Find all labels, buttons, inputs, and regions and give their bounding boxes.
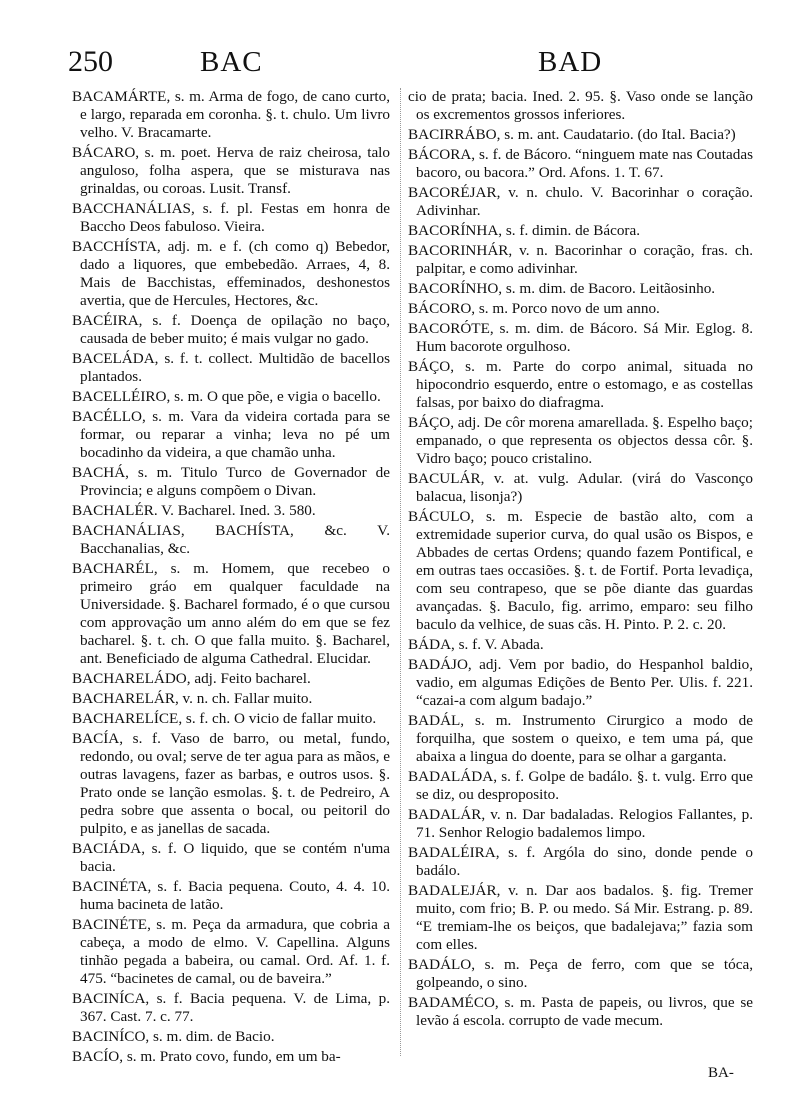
dictionary-entry: cio de prata; bacia. Ined. 2. 95. §. Vaso onde se lanção os excrementos grossos inferiores. — [408, 88, 753, 123]
left-column — [72, 88, 390, 1065]
dictionary-entry: BÁCORA, s. f. de Bácoro. “ninguem mate nas Coutadas bacoro, ou bacora.” Ord. Afons. 1. T. 67. — [408, 146, 753, 181]
dictionary-entry: BADALÁDA, s. f. Golpe de badálo. §. t. vulg. Erro que se diz, ou desproposito. — [408, 768, 753, 803]
dictionary-entry: BADALÁR, v. n. Dar badaladas. Relogios Fallantes, p. 71. Senhor Relogio badalemos limpo. — [408, 806, 753, 841]
running-head-right: BAD — [538, 46, 603, 78]
dictionary-entry: BACULÁR, v. at. vulg. Adular. (virá do Vasconço balacua, lisonja?) — [408, 470, 753, 505]
dictionary-entry: BACHALÉR. V. Bacharel. Ined. 3. 580. — [72, 502, 316, 519]
dictionary-entry: BACINÉTA, s. f. Bacia pequena. Couto, 4. 4. 10. huma bacineta de latão. — [72, 878, 390, 913]
dictionary-entry: BADÁLO, s. m. Peça de ferro, com que se tóca, golpeando, o sino. — [408, 956, 753, 991]
dictionary-entry: BACINÍCA, s. f. Bacia pequena. V. de Lima, p. 367. Cast. 7. c. 77. — [72, 990, 390, 1025]
dictionary-entry: BÁÇO, adj. De côr morena amarellada. §. Espelho baço; empanado, o que representa os objectos dessa côr. §. Vidro baço; pouco cristalino. — [408, 414, 753, 467]
dictionary-entry: BACIÁDA, s. f. O liquido, que se contém n'uma bacia. — [72, 840, 390, 875]
dictionary-entry: BACÉIRA, s. f. Doença de opilação no baço, causada de beber muito; é mais vulgar no gado. — [72, 312, 390, 347]
page-number: 250 — [68, 45, 113, 78]
dictionary-entry: BACÉLLO, s. m. Vara da videira cortada para se formar, ou reparar a vinha; leva no pé um bocadinho da videira, a que chamão unha. — [72, 408, 390, 461]
right-column — [408, 88, 753, 1056]
dictionary-entry: BACHARELÁR, v. n. ch. Fallar muito. — [72, 690, 313, 707]
dictionary-entry: BÁCORO, s. m. Porco novo de um anno. — [408, 300, 660, 317]
dictionary-entry: BACHANÁLIAS, BACHÍSTA, &c. V. Bacchanalias, &c. — [72, 522, 390, 557]
dictionary-entry: BACORÉJAR, v. n. chulo. V. Bacorinhar o coração. Adivinhar. — [408, 184, 753, 219]
dictionary-entry: BACELÁDA, s. f. t. collect. Multidão de bacellos plantados. — [72, 350, 390, 385]
catchword: BA- — [708, 1065, 734, 1081]
dictionary-entry: BÁCULO, s. m. Especie de bastão alto, com a extremidade superior curva, do qual usão os Bispos, e Abbades de certas Ordens; quando fazem Pontifical, e em outras taes occasiões. §. t. de Fortif. Porta levadiça, com seu contrapeso, que se põe diante das guardas avançadas. §. Baculo, fig. arrimo, emparo: seu filho baculo da velhice, de suas cãs. H. Pinto. P. 2. c. 20. — [408, 508, 753, 633]
dictionary-entry: BACELLÉIRO, s. m. O que põe, e vigia o bacello. — [72, 388, 381, 405]
dictionary-entry: BACAMÁRTE, s. m. Arma de fogo, de cano curto, e largo, reparada em coronha. §. t. chulo. Um livro velho. V. Bracamarte. — [72, 88, 390, 141]
dictionary-entry: BACINÉTE, s. m. Peça da armadura, que cobria a cabeça, a modo de elmo. V. Capellina. Alguns tinhão pegada a babeira, ou camal. Ord. Af. 1. f. 475. “bacinetes de camal, ou de baveira.” — [72, 916, 390, 987]
running-head-left: BAC — [200, 46, 263, 78]
dictionary-entry: BACINÍCO, s. m. dim. de Bacio. — [72, 1028, 275, 1045]
dictionary-entry: BADÁL, s. m. Instrumento Cirurgico a modo de forquilha, que sostem o queixo, e tem uma pá, que abaixa a lingua do doente, para se olhar a garganta. — [408, 712, 753, 765]
dictionary-entry: BACORÓTE, s. m. dim. de Bácoro. Sá Mir. Eglog. 8. Hum bacorote orgulhoso. — [408, 320, 753, 355]
dictionary-entry: BACORÍNHO, s. m. dim. de Bacoro. Leitãosinho. — [408, 280, 716, 297]
dictionary-entry: BÁÇO, s. m. Parte do corpo animal, situada no hipocondrio esquerdo, entre o estomago, e as costellas falsas, por baixo do diafragma. — [408, 358, 753, 411]
dictionary-entry: BÁDA, s. f. V. Abada. — [408, 636, 544, 653]
dictionary-entry: BADALÉIRA, s. f. Argóla do sino, donde pende o badálo. — [408, 844, 753, 879]
dictionary-entry: BACCHANÁLIAS, s. f. pl. Festas em honra de Baccho Deos fabuloso. Vieira. — [72, 200, 390, 235]
dictionary-entry: BACCHÍSTA, adj. m. e f. (ch como q) Bebedor, dado a liquores, que embebedão. Arraes, 4, 8. Mais de Bacchistas, effeminados, deshonestos avertia, que de Hercules, Hectores, &c. — [72, 238, 390, 309]
dictionary-entry: BACORÍNHA, s. f. dimin. de Bácora. — [408, 222, 641, 239]
dictionary-entry: BACIRRÁBO, s. m. ant. Caudatario. (do Ital. Bacia?) — [408, 126, 736, 143]
dictionary-entry: BADAMÉCO, s. m. Pasta de papeis, ou livros, que se levão á escola. corrupto de vade mecum. — [408, 994, 753, 1029]
dictionary-entry: BÁCARO, s. m. poet. Herva de raiz cheirosa, talo anguloso, folha aspera, que se misturava nas grinaldas, ou coroas. Lusit. Transf. — [72, 144, 390, 197]
dictionary-entry: BACHARELÍCE, s. f. ch. O vicio de fallar muito. — [72, 710, 377, 727]
dictionary-entry: BACHARÉL, s. m. Homem, que recebeo o primeiro gráo em qualquer faculdade na Universidade. §. Bacharel formado, é o que cursou com approvação um anno além do em que se fez bacharel. §. t. ch. O que falla muito. §. Bacharel, ant. Beneficiado de alguma Cathedral. Elucidar. — [72, 560, 390, 667]
dictionary-entry: BACÍA, s. f. Vaso de barro, ou metal, fundo, redondo, ou oval; serve de ter agua para as mãos, e outras lavagens, fazer as barbas, e outros usos. §. Prato onde se lanção esmolas. §. t. de Pedreiro, A pedra sobre que assenta o bocal, ou peitoril do pulpito, e as janellas de sacada. — [72, 730, 390, 837]
column-divider — [400, 88, 401, 1056]
dictionary-entry: BACHÁ, s. m. Titulo Turco de Governador de Provincia; e alguns compõem o Divan. — [72, 464, 390, 499]
dictionary-entry: BACHARELÁDO, adj. Feito bacharel. — [72, 670, 311, 687]
dictionary-entry: BACÍO, s. m. Prato covo, fundo, em um ba- — [72, 1048, 341, 1065]
dictionary-entry: BADALEJÁR, v. n. Dar aos badalos. §. fig. Tremer muito, com frio; B. P. ou medo. Sá Mir. Estrang. p. 89. “E tremiam-lhe os beiços, que badalejava;” fazia som com elles. — [408, 882, 753, 953]
dictionary-entry: BADÁJO, adj. Vem por badio, do Hespanhol baldio, vadio, em algumas Edições de Bento Per. Ulis. f. 221. “cazai-a com algum badajo.” — [408, 656, 753, 709]
dictionary-entry: BACORINHÁR, v. n. Bacorinhar o coração, fras. ch. palpitar, e como adivinhar. — [408, 242, 753, 277]
